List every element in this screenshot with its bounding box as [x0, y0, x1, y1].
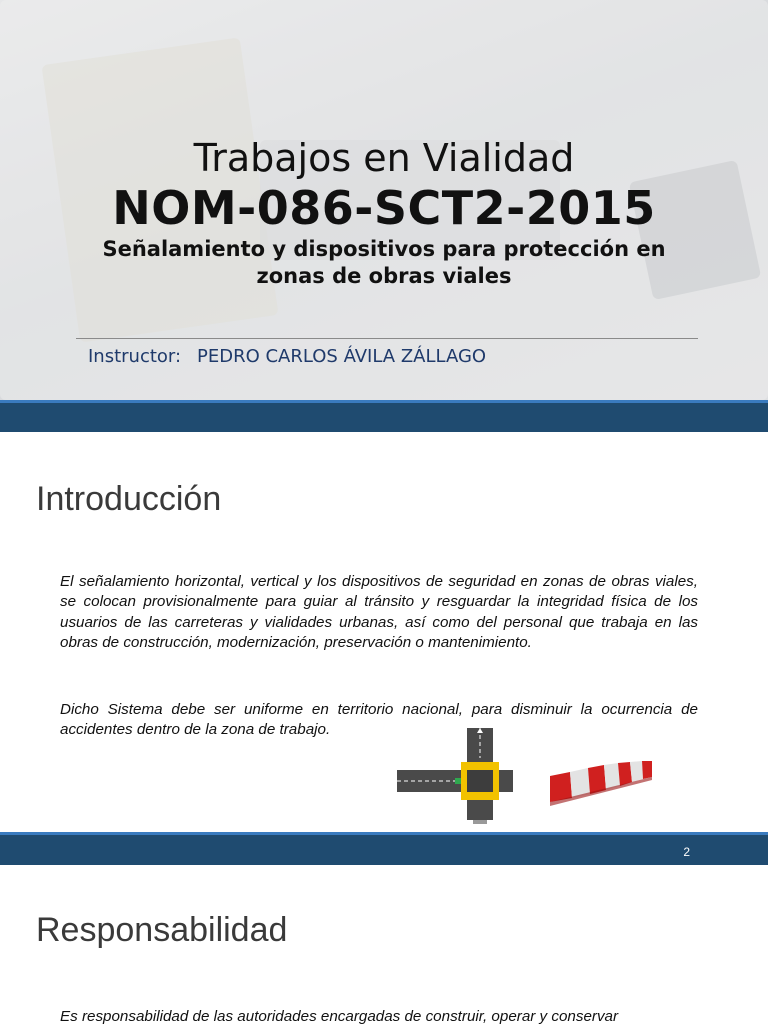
slide-heading: Introducción: [36, 480, 222, 518]
intro-paragraph: El señalamiento horizontal, vertical y los dispositivos de seguridad en zonas de obras viales, se colocan provisionalmente para guiar al tránsito y resguardar la integridad física de los usuarios de las carreteras y vialidades urbanas, así como del personal que trabaja en las obras de construcción, modernización, preservación o mantenimiento.: [60, 573, 698, 652]
responsibility-paragraph: Es responsabilidad de las autoridades encargadas de construir, operar y conservar: [60, 1008, 619, 1024]
divider: [76, 338, 698, 339]
intro-paragraph: Dicho Sistema debe ser uniforme en territorio nacional, para disminuir la ocurrencia de accidentes dentro de la zona de trabajo.: [60, 701, 698, 739]
footer-band: [0, 400, 768, 432]
title-slide: [0, 0, 768, 432]
intersection-diagram-image: [397, 728, 513, 828]
footer-band: [0, 832, 768, 865]
slide-subtitle: Señalamiento y dispositivos para protección en zonas de obras viales: [102, 237, 666, 288]
standard-code: NOM-086-SCT2-2015: [112, 181, 656, 235]
slide-heading: Responsabilidad: [36, 911, 288, 949]
slide-title: Trabajos en Vialidad: [193, 136, 575, 180]
plastic-barriers-image: [548, 752, 656, 812]
instructor-name: PEDRO CARLOS ÁVILA ZÁLLAGO: [197, 346, 487, 367]
introduction-slide: [0, 432, 768, 865]
responsibility-slide: [0, 865, 768, 1024]
instructor-label: Instructor:: [88, 346, 182, 367]
page-number: 2: [683, 845, 690, 859]
